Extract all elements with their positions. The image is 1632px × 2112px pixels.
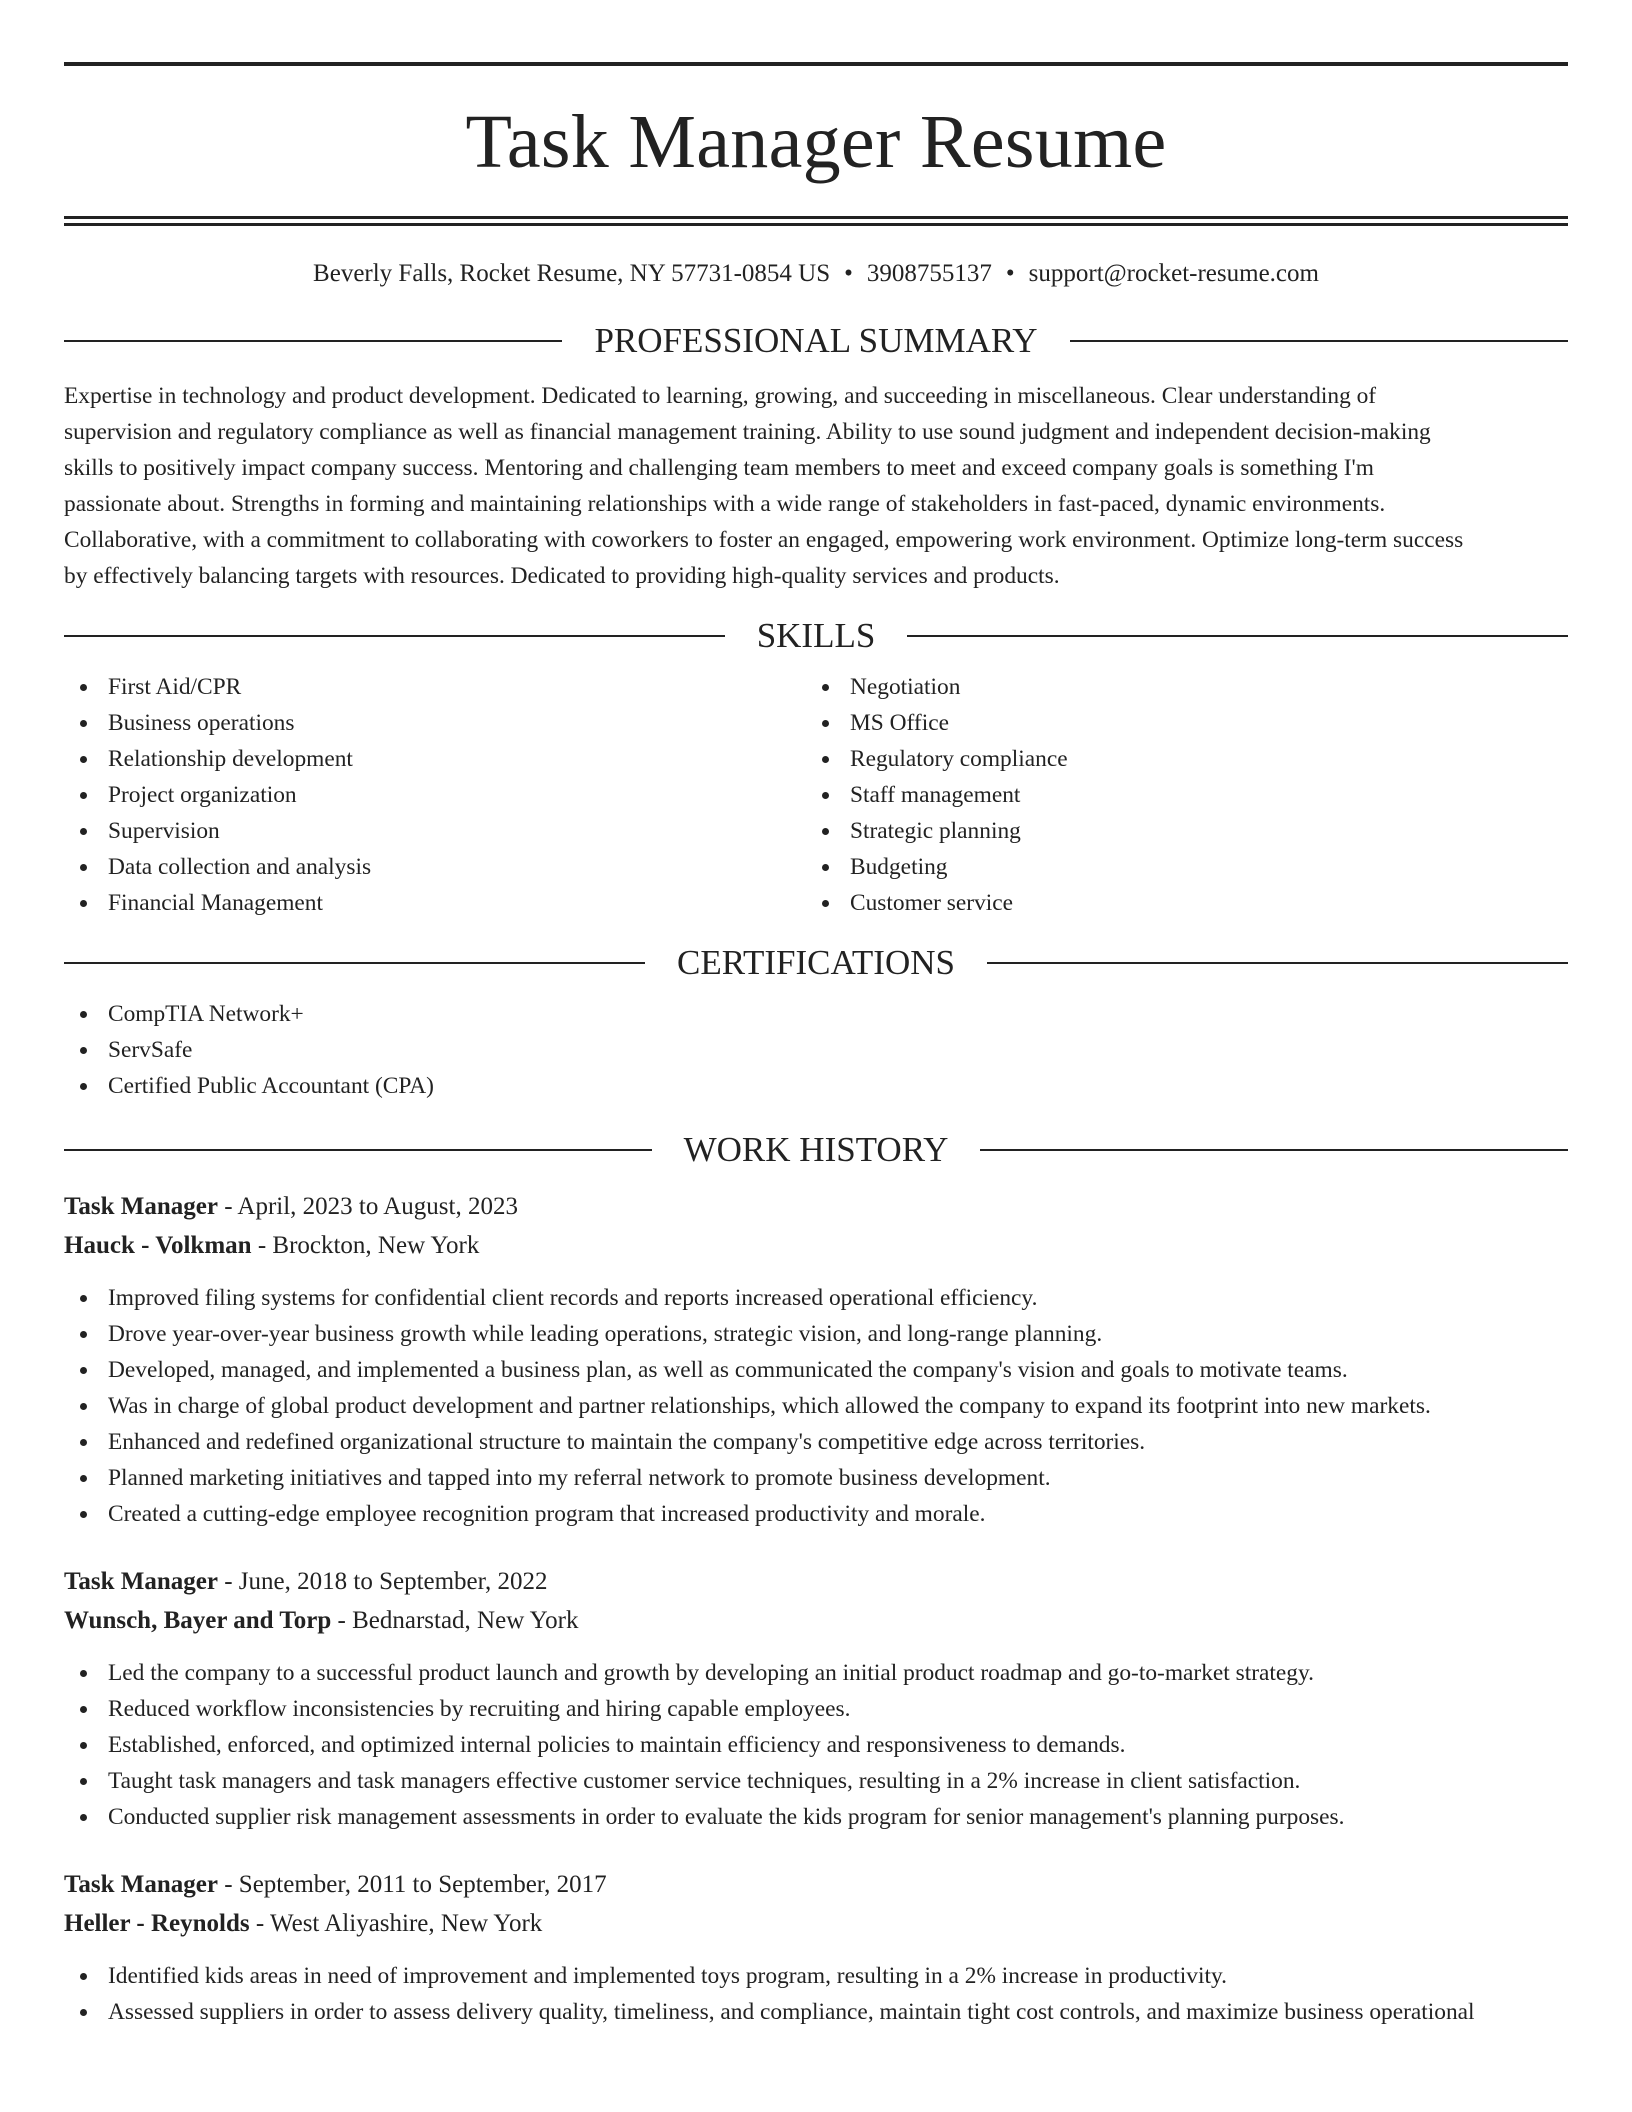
job-bullet: Led the company to a successful product launch and growth by developing an initial product roadmap and go-to-market strategy. <box>64 1655 1568 1691</box>
skill-item: Financial Management <box>64 885 806 921</box>
summary-line: by effectively balancing targets with resources. Dedicated to providing high-quality services and products. <box>64 563 1060 589</box>
heading-rule <box>907 635 1568 637</box>
job-bullet: Improved filing systems for confidential client records and reports increased operational efficiency. <box>64 1280 1568 1316</box>
job-entry <box>64 1187 1568 1532</box>
contact-line <box>64 259 1568 289</box>
job-title: Task Manager <box>64 1193 218 1220</box>
skill-item: Business operations <box>64 705 806 741</box>
skill-item: Supervision <box>64 813 806 849</box>
resume-title: Task Manager Resume <box>465 100 1167 184</box>
job-company: Hauck - Volkman <box>64 1232 252 1259</box>
job-bullets <box>64 1655 1568 1835</box>
job-bullet: Identified kids areas in need of improvement and implemented toys program, resulting in a 2% increase in productivity. <box>64 1958 1568 1994</box>
skill-item: Regulatory compliance <box>806 741 1548 777</box>
section-heading-summary <box>64 323 1568 358</box>
job-bullets <box>64 1280 1568 1532</box>
job-company-line <box>64 1601 1568 1640</box>
skill-item: Budgeting <box>806 849 1548 885</box>
section-heading-work-history <box>64 1132 1568 1167</box>
certifications-list <box>64 996 1568 1104</box>
title-double-rule <box>64 216 1568 226</box>
skill-item: First Aid/CPR <box>64 669 806 705</box>
skill-item: MS Office <box>806 705 1548 741</box>
job-entry <box>64 1562 1568 1835</box>
job-bullet: Was in charge of global product development and partner relationships, which allowed the company to expand its footprint into new markets. <box>64 1388 1568 1424</box>
skill-item: Customer service <box>806 885 1548 921</box>
job-company-line <box>64 1226 1568 1265</box>
job-bullet: Drove year-over-year business growth while leading operations, strategic vision, and long-range planning. <box>64 1316 1568 1352</box>
summary-line: skills to positively impact company success. Mentoring and challenging team members to meet and exceed company goals is something I'm <box>64 455 1374 481</box>
heading-rule <box>1070 340 1568 342</box>
summary-line: supervision and regulatory compliance as well as financial management training. Ability to use sound judgment and independent decision-making <box>64 419 1431 445</box>
job-bullet: Developed, managed, and implemented a business plan, as well as communicated the company's vision and goals to motivate teams. <box>64 1352 1568 1388</box>
top-rule <box>64 62 1568 66</box>
skills-column-left <box>64 669 806 921</box>
job-bullet: Reduced workflow inconsistencies by recruiting and hiring capable employees. <box>64 1691 1568 1727</box>
skills-list <box>64 669 1568 921</box>
section-title-summary: PROFESSIONAL SUMMARY <box>594 321 1038 360</box>
section-title-certifications: CERTIFICATIONS <box>677 943 955 982</box>
professional-summary <box>64 378 1568 594</box>
certification-item: ServSafe <box>64 1032 1568 1068</box>
job-bullet: Enhanced and redefined organizational structure to maintain the company's competitive edge across territories. <box>64 1424 1568 1460</box>
summary-line: Collaborative, with a commitment to collaborating with coworkers to foster an engaged, empowering work environment. Optimize long-term success <box>64 527 1464 553</box>
skills-column-right <box>806 669 1548 921</box>
heading-rule <box>64 1149 652 1151</box>
job-bullet: Conducted supplier risk management assessments in order to evaluate the kids program for senior management's planning purposes. <box>64 1799 1568 1835</box>
heading-rule <box>64 635 725 637</box>
skill-item: Strategic planning <box>806 813 1548 849</box>
skill-item: Negotiation <box>806 669 1548 705</box>
job-title-line <box>64 1187 1568 1226</box>
certification-item: CompTIA Network+ <box>64 996 1568 1032</box>
heading-rule <box>64 340 562 342</box>
section-title-work-history: WORK HISTORY <box>683 1130 949 1169</box>
job-dates: - September, 2011 to September, 2017 <box>217 1871 607 1898</box>
summary-line: passionate about. Strengths in forming and maintaining relationships with a wide range of stakeholders in fast-paced, dynamic environments. <box>64 491 1386 517</box>
contact-separator: • <box>844 260 853 287</box>
heading-rule <box>980 1149 1568 1151</box>
contact-address: Beverly Falls, Rocket Resume, NY 57731-0854 US <box>313 260 831 287</box>
job-company: Wunsch, Bayer and Torp <box>64 1607 332 1634</box>
summary-line: Expertise in technology and product development. Dedicated to learning, growing, and succeeding in miscellaneous. Clear understanding of <box>64 383 1377 409</box>
contact-phone: 3908755137 <box>866 260 992 287</box>
job-bullet: Taught task managers and task managers effective customer service techniques, resulting in a 2% increase in client satisfaction. <box>64 1763 1568 1799</box>
skill-item: Data collection and analysis <box>64 849 806 885</box>
skill-item: Staff management <box>806 777 1548 813</box>
section-heading-certifications <box>64 945 1568 980</box>
certification-item: Certified Public Accountant (CPA) <box>64 1068 1568 1104</box>
job-entry <box>64 1865 1568 2030</box>
job-location: - Bednarstad, New York <box>331 1607 579 1634</box>
job-company-line <box>64 1904 1568 1943</box>
job-bullets <box>64 1958 1568 2030</box>
section-title-skills: SKILLS <box>756 616 876 655</box>
job-dates: - June, 2018 to September, 2022 <box>217 1568 548 1595</box>
heading-rule <box>987 962 1568 964</box>
job-location: - Brockton, New York <box>251 1232 480 1259</box>
section-heading-skills <box>64 618 1568 653</box>
job-bullet: Created a cutting-edge employee recognition program that increased productivity and morale. <box>64 1496 1568 1532</box>
job-bullet: Assessed suppliers in order to assess delivery quality, timeliness, and compliance, maintain tight cost controls, and maximize business operational <box>64 1994 1568 2030</box>
contact-separator: • <box>1005 260 1015 287</box>
job-bullet: Planned marketing initiatives and tapped into my referral network to promote business development. <box>64 1460 1568 1496</box>
job-title: Task Manager <box>64 1568 218 1595</box>
job-dates: - April, 2023 to August, 2023 <box>217 1193 518 1220</box>
job-company: Heller - Reynolds <box>64 1910 250 1937</box>
contact-email: support@rocket-resume.com <box>1028 260 1319 287</box>
skill-item: Relationship development <box>64 741 806 777</box>
job-location: - West Aliyashire, New York <box>249 1910 543 1937</box>
job-bullet: Established, enforced, and optimized internal policies to maintain efficiency and responsiveness to demands. <box>64 1727 1568 1763</box>
job-title: Task Manager <box>64 1871 218 1898</box>
skill-item: Project organization <box>64 777 806 813</box>
job-title-line <box>64 1865 1568 1904</box>
heading-rule <box>64 962 645 964</box>
job-title-line <box>64 1562 1568 1601</box>
